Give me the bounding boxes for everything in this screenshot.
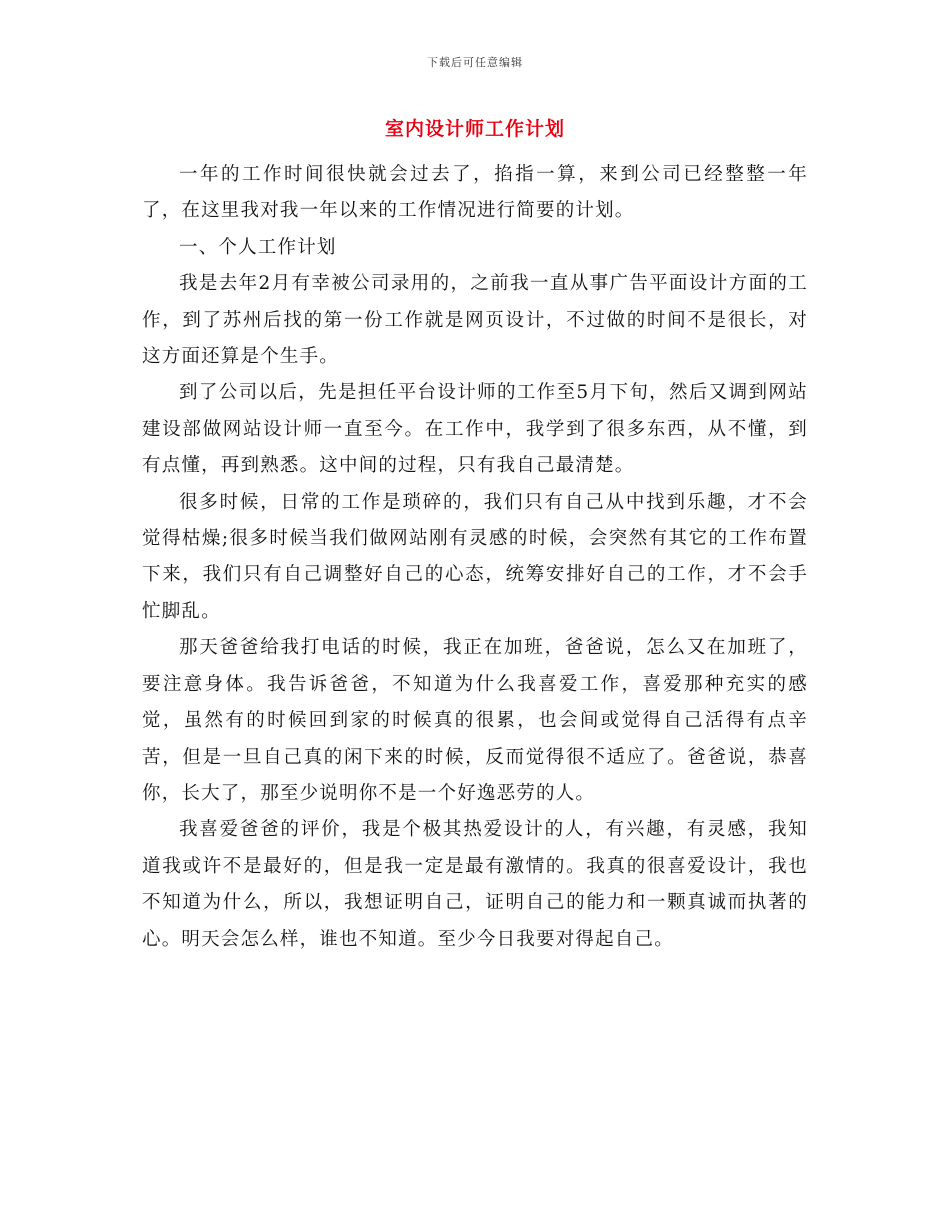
paragraph: 到了公司以后，先是担任平台设计师的工作至5月下旬，然后又调到网站建设部做网站设计师一直至今。在工作中，我学到了很多东西，从不懂，到有点懂，再到熟悉。这中间的过程，只有我自己最清楚。 (142, 382, 808, 477)
header-note: 下载后可任意编辑 (427, 56, 523, 69)
paragraph: 我喜爱爸爸的评价，我是个极其热爱设计的人，有兴趣，有灵感，我知道我或许不是最好的，但是我一定是最有激情的。我真的很喜爱设计，我也不知道为什么，所以，我想证明自己，证明自己的能力和一颗真诚而执著的心。明天会怎么样，谁也不知道。至少今日我要对得起自己。 (142, 819, 808, 950)
paragraph: 一年的工作时间很快就会过去了，掐指一算，来到公司已经整整一年了，在这里我对我一年以来的工作情况进行简要的计划。 (142, 164, 808, 222)
paragraph: 我是去年2月有幸被公司录用的，之前我一直从事广告平面设计方面的工作，到了苏州后找的第一份工作就是网页设计，不过做的时间不是很长，对这方面还算是个生手。 (142, 273, 808, 368)
paragraph: 很多时候，日常的工作是琐碎的，我们只有自己从中找到乐趣，才不会觉得枯燥;很多时候当我们做网站刚有灵感的时候，会突然有其它的工作布置下来，我们只有自己调整好自己的心态，统筹安排好自己的工作，才不会手忙脚乱。 (142, 491, 808, 622)
document-title: 室内设计师工作计划 (384, 118, 565, 140)
document-body (142, 157, 808, 958)
paragraph: 那天爸爸给我打电话的时候，我正在加班，爸爸说，怎么又在加班了，要注意身体。我告诉爸爸，不知道为什么我喜爱工作，喜爱那种充实的感觉，虽然有的时候回到家的时候真的很累，也会间或觉得自己活得有点辛苦，但是一旦自己真的闲下来的时候，反而觉得很不适应了。爸爸说，恭喜你，长大了，那至少说明你不是一个好逸恶劳的人。 (142, 637, 808, 804)
section-heading: 一、个人工作计划 (179, 236, 337, 258)
